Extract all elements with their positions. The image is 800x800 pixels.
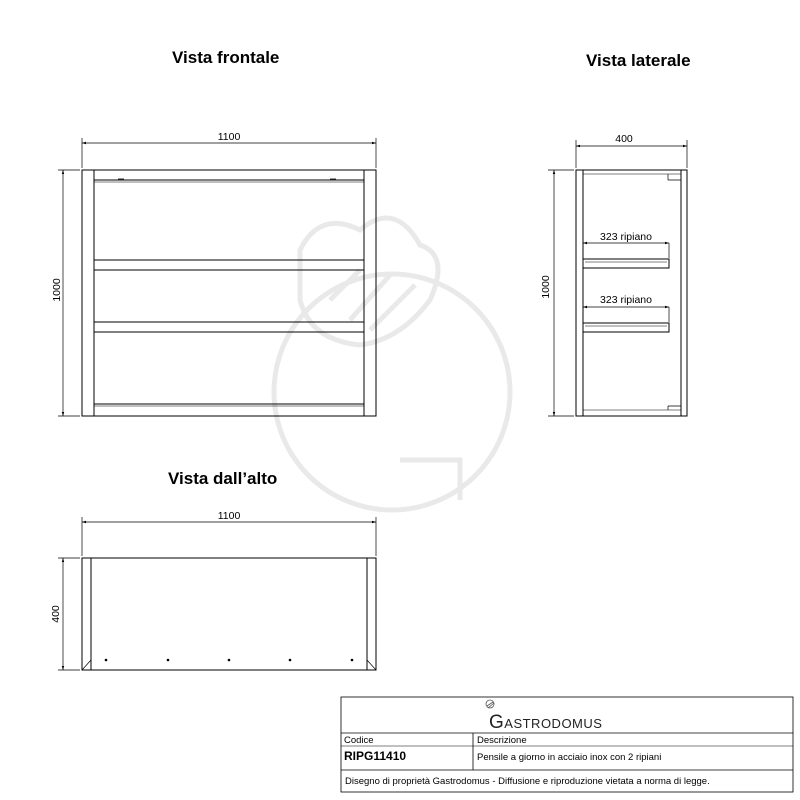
description-header: Descrizione [477, 735, 527, 746]
front-width-label: 1100 [217, 131, 241, 143]
side-height-label: 1000 [540, 275, 552, 299]
top-width-label: 1100 [217, 510, 241, 522]
top-view-drawing [82, 558, 376, 670]
brand-name: Gastrodomus [489, 712, 603, 733]
top-width-dimension [82, 517, 376, 556]
side-view-title: Vista laterale [586, 51, 691, 70]
watermark-logo [274, 218, 510, 510]
shelf-1-dimension [583, 243, 669, 258]
code-value: RIPG11410 [344, 749, 407, 763]
shelf-1-label: 323 ripiano [600, 231, 652, 243]
top-view-title: Vista dall’alto [168, 469, 278, 488]
description-value: Pensile a giorno in acciaio inox con 2 ripiani [477, 752, 662, 763]
front-height-label: 1000 [51, 278, 63, 302]
side-view-drawing [576, 170, 687, 416]
front-view-title: Vista frontale [172, 48, 280, 67]
shelf-2-label: 323 ripiano [600, 294, 652, 306]
top-view-holes [105, 659, 354, 662]
top-depth-label: 400 [50, 605, 62, 623]
code-header: Codice [344, 735, 374, 746]
side-width-label: 400 [615, 133, 633, 145]
chef-hat-icon [486, 700, 494, 708]
shelf-2-dimension [583, 307, 669, 322]
ownership-notice: Disegno di proprietà Gastrodomus - Diffusione e riproduzione vietata a norma di legge. [345, 776, 710, 787]
